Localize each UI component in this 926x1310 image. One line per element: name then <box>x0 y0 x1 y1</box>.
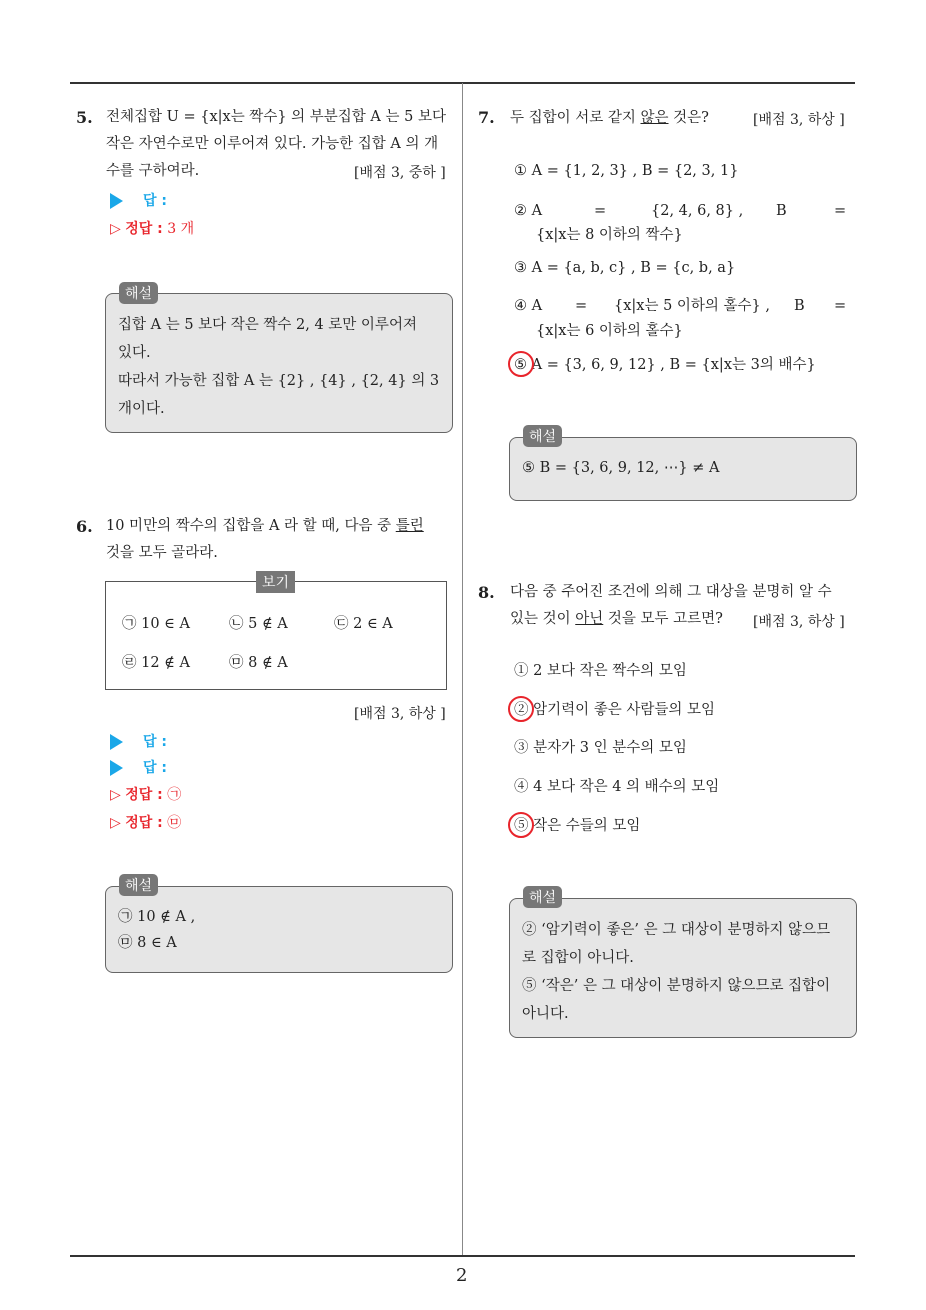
option-5[interactable]: ⑤ A = {3, 6, 9, 12} , B = {x|x는 3의 배수} <box>514 357 816 373</box>
correct-label: 정답 : <box>125 221 163 237</box>
option-part: {2, 4, 6, 8} , <box>651 203 744 219</box>
answer-row[interactable] <box>110 757 167 777</box>
explanation-text <box>118 311 448 423</box>
play-arrow-icon <box>110 734 123 750</box>
answer-label: 답 : <box>143 193 167 209</box>
explanation-line: 아니다. <box>522 1006 569 1022</box>
choice-item: ㉤ 8 ∉ A <box>229 655 288 671</box>
question-number: 6. <box>76 517 93 536</box>
outline-arrow-icon: ▷ <box>110 221 121 237</box>
bottom-rule <box>70 1255 855 1257</box>
explanation-line: ㉠ 10 ∉ A , <box>118 909 196 925</box>
option-3[interactable]: ③ A = {a, b, c} , B = {c, b, a} <box>514 260 736 276</box>
explanation-text <box>522 916 852 1028</box>
option-part: ④ A <box>514 298 543 314</box>
option-1[interactable]: ① A = {1, 2, 3} , B = {2, 3, 1} <box>514 163 739 179</box>
explanation-line: ㉤ 8 ∈ A <box>118 935 177 951</box>
option-2-continued: {x|x는 8 이하의 짝수} <box>536 227 683 243</box>
play-arrow-icon <box>110 760 123 776</box>
option-part: = <box>834 298 847 314</box>
explanation-tag: 해설 <box>523 886 562 908</box>
option-part: = <box>594 203 607 219</box>
explanation-line: 따라서 가능한 집합 A 는 {2} , {4} , {2, 4} 의 3 <box>118 373 440 389</box>
explanation-tag: 해설 <box>119 874 158 896</box>
correct-answer-row <box>110 812 181 832</box>
play-arrow-icon <box>110 193 123 209</box>
page-number: 2 <box>456 1265 468 1286</box>
question-line: 작은 자연수로만 이루어져 있다. 가능한 집합 A 의 개 <box>106 136 439 152</box>
question-line <box>106 513 456 540</box>
option-part: = <box>834 203 847 219</box>
option-part: B <box>794 298 805 314</box>
question-line: 것을 모두 골라라. <box>106 545 218 561</box>
explanation-line: ⑤ ‘작은’ 은 그 대상이 분명하지 않으므로 집합이 <box>522 978 831 994</box>
question-number: 7. <box>478 108 495 127</box>
question-number: 8. <box>478 583 495 602</box>
outline-arrow-icon: ▷ <box>110 815 121 831</box>
explanation-box <box>105 886 453 973</box>
explanation-box <box>509 437 857 501</box>
red-circle-mark-icon <box>508 351 534 377</box>
correct-answer-row <box>110 218 194 238</box>
column-divider <box>462 83 463 1255</box>
question-line-text: 두 집합이 서로 같지 <box>510 110 641 126</box>
choice-item: ㉢ 2 ∈ A <box>334 616 393 632</box>
explanation-box <box>509 898 857 1038</box>
option-5[interactable]: ⑤ 작은 수들의 모임 <box>514 818 641 834</box>
explanation-line: 집합 A 는 5 보다 작은 짝수 2, 4 로만 이루어져 <box>118 317 417 333</box>
explanation-tag: 해설 <box>119 282 158 304</box>
red-circle-mark-icon <box>508 812 534 838</box>
explanation-line: 개이다. <box>118 401 165 417</box>
correct-value: 3 개 <box>167 221 195 237</box>
option-part: B <box>776 203 787 219</box>
score-meta: [배점 3, 하상 ] <box>753 112 845 128</box>
question-number: 5. <box>76 108 93 127</box>
correct-label: 정답 : <box>125 815 163 831</box>
correct-value: ㉤ <box>167 815 182 831</box>
score-meta: [배점 3, 하상 ] <box>753 614 845 630</box>
answer-row[interactable] <box>110 190 167 210</box>
explanation-line: 있다. <box>118 345 151 361</box>
option-part: = <box>575 298 588 314</box>
question-line-text: 것을 모두 고르면? <box>603 611 723 627</box>
explanation-tag: 해설 <box>523 425 562 447</box>
question-text <box>510 107 709 129</box>
underlined-word: 아닌 <box>575 611 604 627</box>
question-line-text: 것은? <box>668 110 709 126</box>
score-meta: [배점 3, 중하 ] <box>354 165 446 181</box>
correct-value: ㉠ <box>167 787 182 803</box>
answer-row[interactable] <box>110 731 167 751</box>
question-line-text: 10 미만의 짝수의 집합을 A 라 할 때, 다음 중 <box>106 518 396 534</box>
option-1[interactable]: ① 2 보다 작은 짝수의 모임 <box>514 663 687 679</box>
option-part: {x|x는 5 이하의 홀수} , <box>614 298 771 314</box>
explanation-line: 로 집합이 아니다. <box>522 950 634 966</box>
choice-item: ㉠ 10 ∈ A <box>122 616 190 632</box>
underlined-word: 틀린 <box>395 518 424 534</box>
option-3[interactable]: ③ 분자가 3 인 분수의 모임 <box>514 740 687 756</box>
choice-item: ㉡ 5 ∉ A <box>229 616 288 632</box>
question-line-text: 있는 것이 <box>510 611 576 627</box>
question-line: 다음 중 주어진 조건에 의해 그 대상을 분명히 알 수 <box>510 584 832 600</box>
option-4[interactable]: ④ 4 보다 작은 4 의 배수의 모임 <box>514 779 720 795</box>
correct-answer-row <box>110 784 181 804</box>
choices-tag: 보기 <box>256 571 295 593</box>
option-2[interactable]: ② 암기력이 좋은 사람들의 모임 <box>514 702 716 718</box>
outline-arrow-icon: ▷ <box>110 787 121 803</box>
explanation-box <box>105 293 453 433</box>
question-line: 전체집합 U = {x|x는 짝수} 의 부분집합 A 는 5 보다 <box>106 109 446 125</box>
red-circle-mark-icon <box>508 696 534 722</box>
correct-label: 정답 : <box>125 787 163 803</box>
underlined-word: 않은 <box>640 110 669 126</box>
option-part: ② A <box>514 203 543 219</box>
explanation-line: ② ‘암기력이 좋은’ 은 그 대상이 분명하지 않으므 <box>522 922 831 938</box>
explanation-text <box>118 904 448 956</box>
score-meta: [배점 3, 하상 ] <box>354 706 446 722</box>
question-line: 수를 구하여라. <box>106 163 200 179</box>
answer-label: 답 : <box>143 734 167 750</box>
choices-box <box>105 581 447 690</box>
choice-item: ㉣ 12 ∉ A <box>122 655 190 671</box>
explanation-text: ⑤ B = {3, 6, 9, 12, ⋯} ≠ A <box>522 460 720 476</box>
option-4-continued: {x|x는 6 이하의 홀수} <box>536 323 683 339</box>
answer-label: 답 : <box>143 760 167 776</box>
question-text <box>106 513 456 567</box>
